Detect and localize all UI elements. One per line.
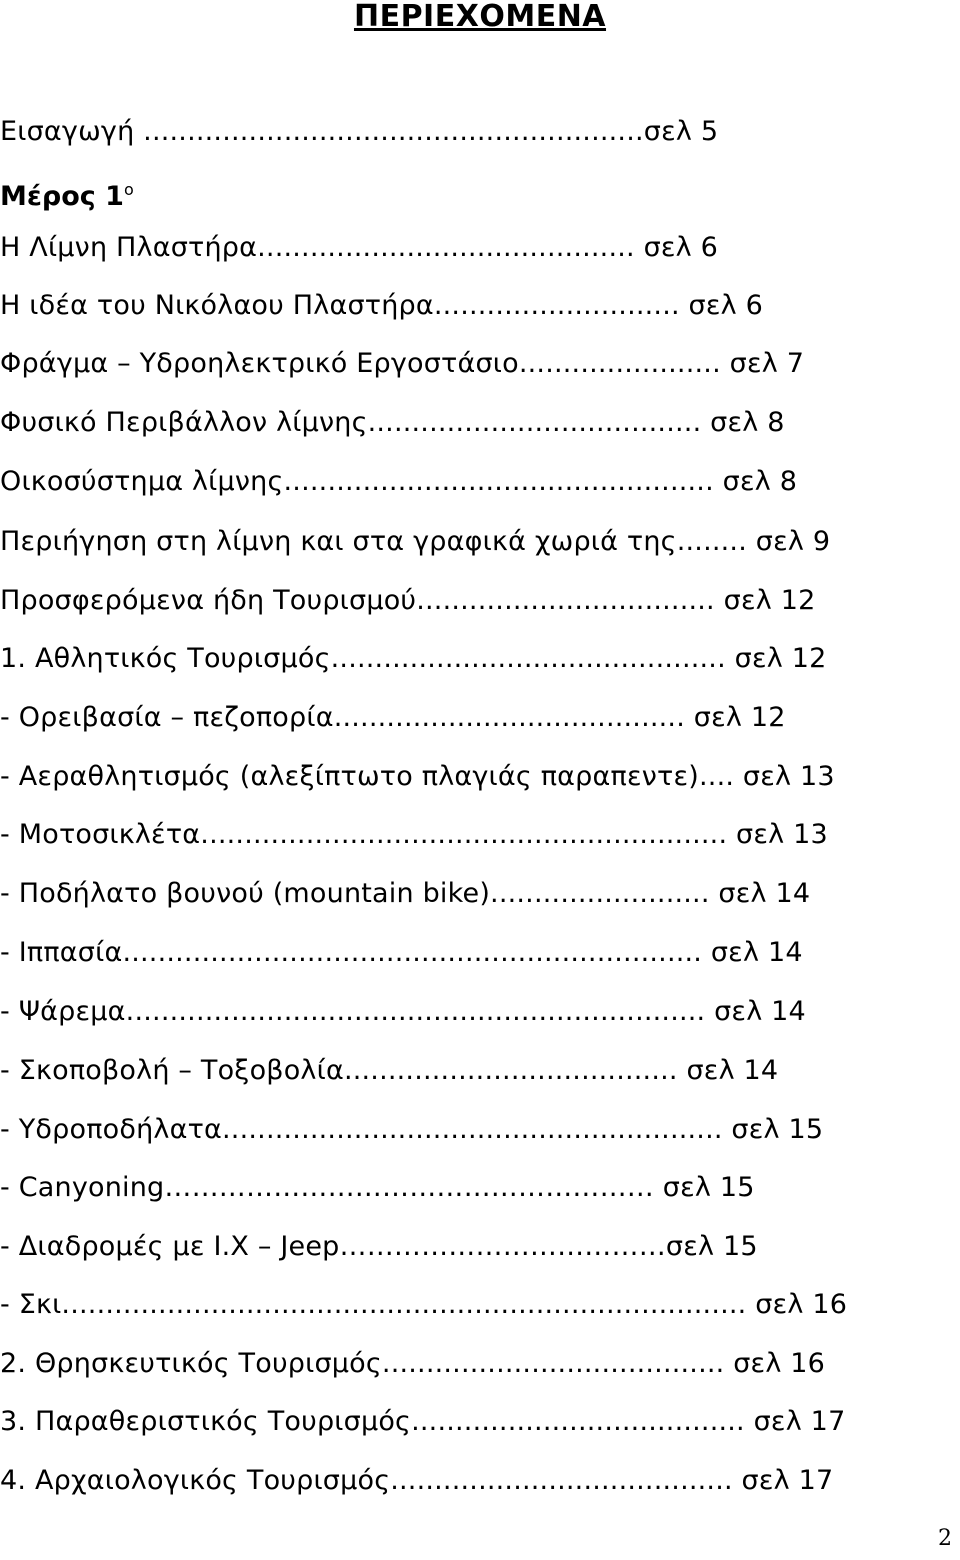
toc-entry: Προσφερόμενα ήδη Τουρισμού.................................. σελ 12 [0,585,816,616]
toc-entry-introduction: Εισαγωγή .........................................................σελ 5 [0,116,719,147]
toc-subentry: - Σκοποβολή – Τοξοβολία...................................... σελ 14 [0,1055,779,1086]
toc-entry: 3. Παραθεριστικός Τουρισμός...................................... σελ 17 [0,1406,846,1437]
toc-subentry: - Αεραθλητισμός (αλεξίπτωτο πλαγιάς παραπεντε).... σελ 13 [0,761,835,792]
toc-entry: Φράγμα – Υδροηλεκτρικό Εργοστάσιο....................... σελ 7 [0,348,805,379]
toc-entry: Οικοσύστημα λίμνης................................................. σελ 8 [0,466,798,497]
toc-entry: Η ιδέα του Νικόλαου Πλαστήρα............................ σελ 6 [0,290,763,321]
section-heading-text: Μέρος $1^o$ [0,180,134,212]
page-number: 2 [938,1526,952,1551]
toc-subentry: - Ψάρεμα.................................................................. σελ 14 [0,996,806,1027]
ordinal-superscript: ο [123,180,134,199]
toc-subentry: - Διαδρομές με Ι.Χ – Jeep………………………………σελ 15 [0,1231,758,1262]
toc-entry: 1. Αθλητικός Τουρισμός............................................. σελ 12 [0,643,827,674]
toc-subentry: - Σκι.............................................................................. σελ 16 [0,1289,848,1320]
toc-entry: Περιήγηση στη λίμνη και στα γραφικά χωριά της........ σελ 9 [0,526,831,557]
toc-entry: Η Λίμνη Πλαστήρα........................................... σελ 6 [0,232,719,263]
toc-entry: 2. Θρησκευτικός Τουρισμός....................................... σελ 16 [0,1348,826,1379]
page-title: ΠΕΡΙΕΧΟΜΕΝΑ [353,0,607,34]
toc-subentry: - Υδροποδήλατα......................................................... σελ 15 [0,1114,824,1145]
toc-entry: 4. Αρχαιολογικός Τουρισμός....................................... σελ 17 [0,1465,834,1496]
toc-entry: Φυσικό Περιβάλλον λίμνης...................................... σελ 8 [0,407,785,438]
section-heading-part-1 [0,172,134,215]
toc-subentry: - Ιππασία.................................................................. σελ 14 [0,937,803,968]
toc-subentry: - Canyoning……………………………………………… σελ 15 [0,1172,755,1203]
toc-subentry: - Ορειβασία – πεζοπορία........................................ σελ 12 [0,702,786,733]
toc-subentry: - Ποδήλατο βουνού (mountain bike)......................... σελ 14 [0,878,811,909]
toc-subentry: - Μοτοσικλέτα............................................................ σελ 13 [0,819,828,850]
